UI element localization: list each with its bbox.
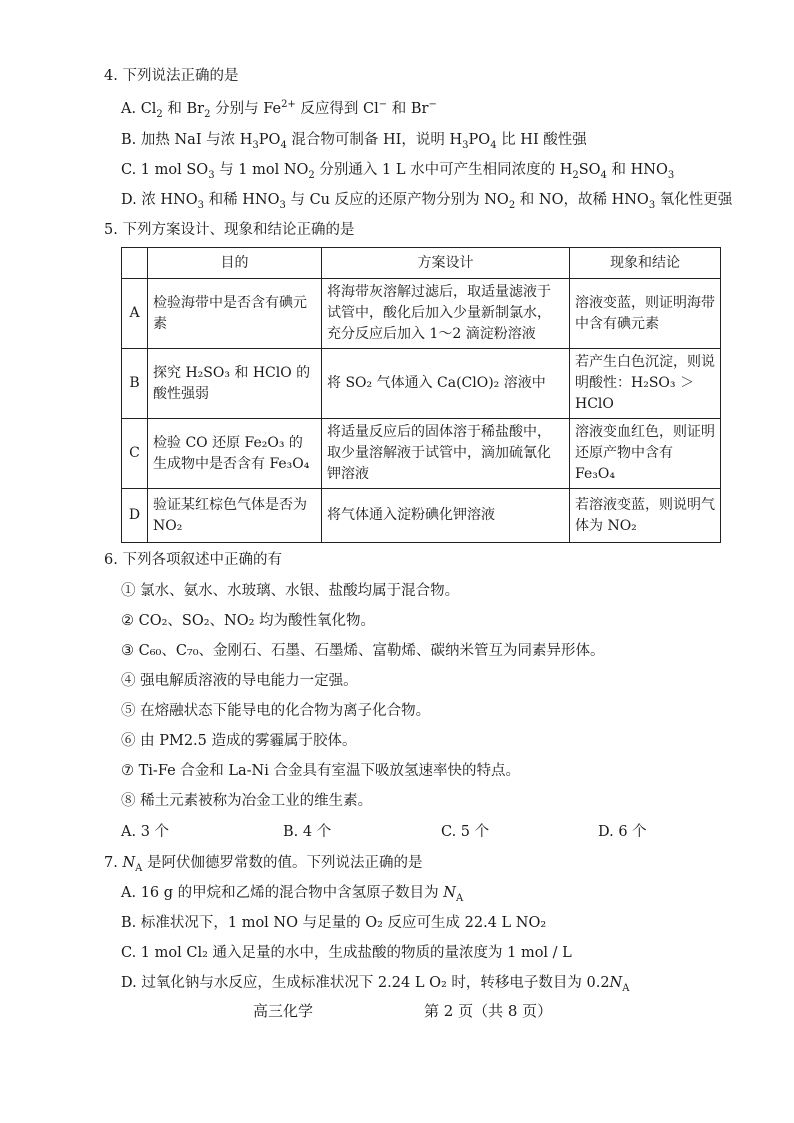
row-purpose: 验证某红棕色气体是否为 NO₂: [148, 489, 322, 543]
row-design: 将海带灰溶解过滤后，取适量滤液于试管中，酸化后加入少量新制氯水，充分反应后加入 1～2 滴淀粉溶液: [322, 279, 570, 349]
q6-statement-1: ① 氯水、氨水、水玻璃、水银、盐酸均属于混合物。: [121, 583, 460, 599]
row-label: A: [122, 279, 148, 349]
row-result: 若溶液变蓝，则说明气体为 NO₂: [570, 489, 721, 543]
row-label: D: [122, 489, 148, 543]
header-blank: [122, 248, 148, 279]
q4-stem: 4. 下列说法正确的是: [104, 68, 239, 84]
table-row: [122, 419, 721, 489]
q6-statement-4: ④ 强电解质溶液的导电能力一定强。: [121, 673, 358, 689]
header-design: 方案设计: [322, 248, 570, 279]
table-header-row: [122, 248, 721, 279]
table-row: [122, 279, 721, 349]
header-purpose: 目的: [148, 248, 322, 279]
q6-choice-d: D. 6 个: [598, 824, 647, 840]
row-purpose: 探究 H₂SO₃ 和 HClO 的酸性强弱: [148, 349, 322, 419]
row-design: 将适量反应后的固体溶于稀盐酸中，取少量溶解液于试管中，滴加硫氰化钾溶液: [322, 419, 570, 489]
row-result: 若产生白色沉淀，则说明酸性：H₂SO₃ ＞ HClO: [570, 349, 721, 419]
row-design: 将气体通入淀粉碘化钾溶液: [322, 489, 570, 543]
row-result: 溶液变蓝，则证明海带中含有碘元素: [570, 279, 721, 349]
q6-statement-2: ② CO₂、SO₂、NO₂ 均为酸性氧化物。: [121, 613, 376, 629]
q7-option-d: D. 过氧化钠与水反应，生成标准状况下 2.24 L O₂ 时，转移电子数目为 $0.2N_A$: [121, 975, 630, 994]
q7-option-b: B. 标准状况下，1 mol NO 与足量的 O₂ 反应可生成 22.4 L NO₂: [121, 915, 547, 931]
table-row: [122, 349, 721, 419]
q5-stem: 5. 下列方案设计、现象和结论正确的是: [104, 222, 355, 238]
q7-stem: 7. $N_A$ 是阿伏伽德罗常数的值。下列说法正确的是: [104, 855, 423, 874]
q4-option-b: B. 加热 NaI 与浓 $H_3PO_4$ 混合物可制备 HI，说明 $H_3PO_4$ 比 HI 酸性强: [121, 132, 587, 151]
footer-page-number: 第 2 页（共 8 页）: [424, 1002, 553, 1020]
row-design: 将 SO₂ 气体通入 Ca(ClO)₂ 溶液中: [322, 349, 570, 419]
row-label: B: [122, 349, 148, 419]
q6-choice-c: C. 5 个: [441, 824, 490, 840]
q4-option-d: D. 浓 $HNO_3$ 和稀 $HNO_3$ 与 Cu 反应的还原产物分别为 $NO_2$ 和 NO，故稀 $HNO_3$ 氧化性更强: [121, 192, 733, 211]
q6-statement-5: ⑤ 在熔融状态下能导电的化合物为离子化合物。: [121, 703, 431, 719]
experiment-table: [121, 247, 721, 543]
q6-statement-6: ⑥ 由 PM2.5 造成的雾霾属于胶体。: [121, 733, 357, 749]
q4-option-c: C. 1 mol $SO_3$ 与 1 mol $NO_2$ 分别通入 1 L 水中可产生相同浓度的 $H_2SO_4$ 和 $HNO_3$: [121, 162, 675, 181]
q4-option-a: A. $Cl_2$ 和 $Br_2$ 分别与 $Fe^{2+}$ 反应得到 Cl− 和 Br−: [121, 99, 437, 120]
q6-statement-3: ③ C₆₀、C₇₀、金刚石、石墨、石墨烯、富勒烯、碳纳米管互为同素异形体。: [121, 643, 605, 659]
q7-option-c: C. 1 mol Cl₂ 通入足量的水中，生成盐酸的物质的量浓度为 1 mol / L: [121, 945, 572, 961]
row-label: C: [122, 419, 148, 489]
q6-stem: 6. 下列各项叙述中正确的有: [104, 552, 282, 568]
footer-subject: 高三化学: [253, 1002, 314, 1020]
row-purpose: 检验 CO 还原 Fe₂O₃ 的生成物中是否含有 Fe₃O₄: [148, 419, 322, 489]
q7-option-a: A. 16 g 的甲烷和乙烯的混合物中含氢原子数目为 $N_A$: [121, 885, 464, 904]
row-purpose: 检验海带中是否含有碘元素: [148, 279, 322, 349]
q6-choice-b: B. 4 个: [283, 824, 332, 840]
q6-choice-a: A. 3 个: [121, 824, 170, 840]
q6-statement-7: ⑦ Ti-Fe 合金和 La-Ni 合金具有室温下吸放氢速率快的特点。: [121, 763, 520, 779]
table-row: [122, 489, 721, 543]
header-result: 现象和结论: [570, 248, 721, 279]
row-result: 溶液变血红色，则证明还原产物中含有 Fe₃O₄: [570, 419, 721, 489]
q6-statement-8: ⑧ 稀土元素被称为冶金工业的维生素。: [121, 793, 373, 809]
